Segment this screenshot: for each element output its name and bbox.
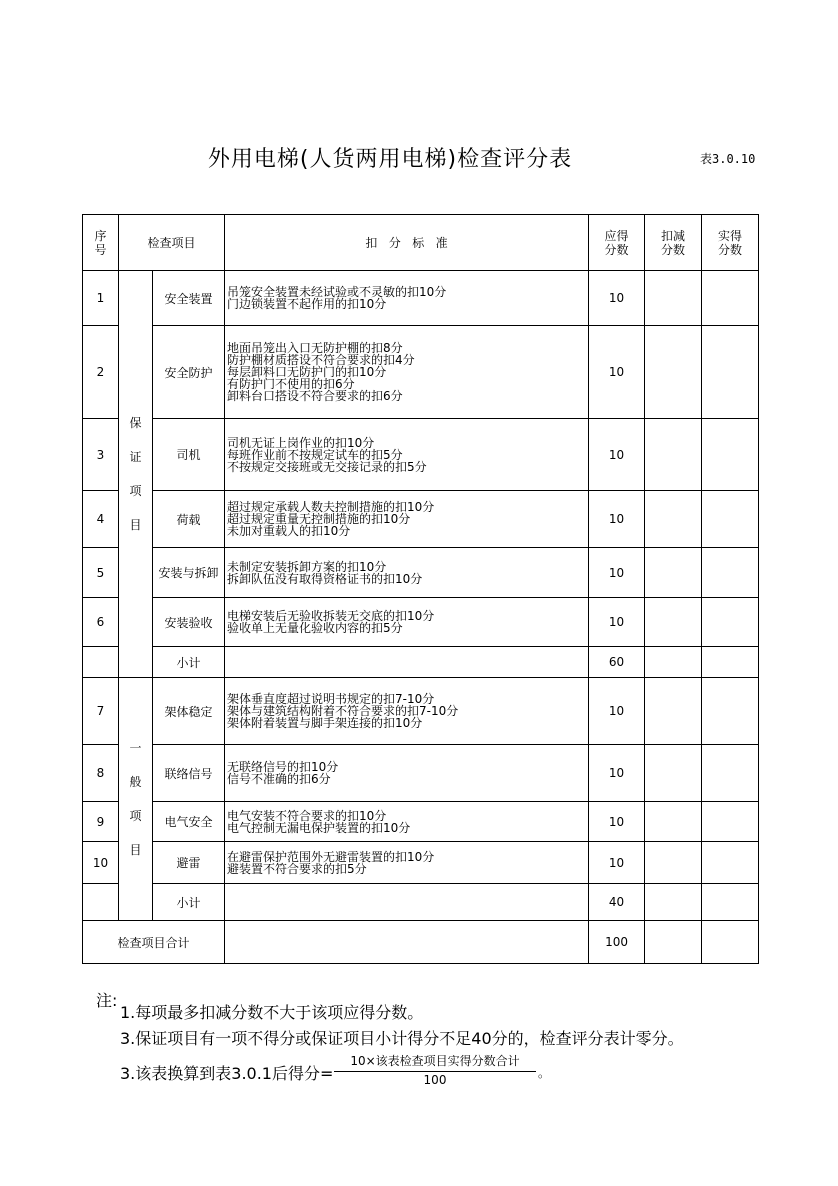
item-name: 司机 [153,419,225,491]
actual-score-cell[interactable] [702,678,759,745]
item-name: 电气安全 [153,802,225,842]
deduction-standard: 架体垂直度超过说明书规定的扣7-10分 架体与建筑结构附着不符合要求的扣7-10分 架体附着装置与脚手架连接的扣10分 [225,678,589,745]
header-deduct-score: 扣减 分数 [645,215,702,271]
table-row [83,326,759,419]
table-row [83,548,759,598]
actual-score-cell[interactable] [702,419,759,491]
table-header-row [83,215,759,271]
subtotal-score: 40 [589,884,645,921]
should-score: 10 [589,598,645,647]
deduct-score-cell[interactable] [645,271,702,326]
total-score: 100 [589,921,645,964]
deduction-standard: 未制定安装拆卸方案的扣10分 拆卸队伍没有取得资格证书的扣10分 [225,548,589,598]
deduction-standard-empty [225,647,589,678]
deduct-score-cell[interactable] [645,491,702,548]
table-row [83,678,759,745]
row-number: 3 [83,419,119,491]
header-actual-score: 实得 分数 [702,215,759,271]
deduct-score-cell[interactable] [645,802,702,842]
table-row [83,598,759,647]
row-number: 8 [83,745,119,802]
subtotal-row [83,647,759,678]
actual-score-cell[interactable] [702,745,759,802]
actual-score-cell[interactable] [702,884,759,921]
deduct-score-cell[interactable] [645,745,702,802]
deduction-standard-empty [225,921,589,964]
note-3: 3.该表换算到表3.0.1后得分= [120,1064,334,1083]
should-score: 10 [589,678,645,745]
note-2: 3.保证项目有一项不得分或保证项目小计得分不足40分的，检查评分表计零分。 [120,1029,684,1048]
table-row [83,802,759,842]
should-score: 10 [589,271,645,326]
should-score: 10 [589,802,645,842]
table-row [83,842,759,884]
deduction-standard-empty [225,884,589,921]
item-name: 安全防护 [153,326,225,419]
header-standard: 扣 分 标 准 [225,215,589,271]
header-should-score: 应得 分数 [589,215,645,271]
deduction-standard: 电梯安装后无验收拆装无交底的扣10分 验收单上无量化验收内容的扣5分 [225,598,589,647]
row-number-empty [83,884,119,921]
should-score: 10 [589,326,645,419]
item-name: 安全装置 [153,271,225,326]
deduct-score-cell[interactable] [645,884,702,921]
header-seq: 序 号 [83,215,119,271]
group-general: 一 般 项 目 [119,678,153,921]
deduction-standard: 电气安装不符合要求的扣10分 电气控制无漏电保护装置的扣10分 [225,802,589,842]
actual-score-cell[interactable] [702,842,759,884]
formula-numerator: 10×该表检查项目实得分数合计 [334,1052,536,1072]
actual-score-cell[interactable] [702,326,759,419]
should-score: 10 [589,419,645,491]
actual-score-cell[interactable] [702,802,759,842]
should-score: 10 [589,548,645,598]
deduction-standard: 超过规定承载人数夫控制措施的扣10分 超过规定重量无控制措施的扣10分 未加对重载人的扣10分 [225,491,589,548]
actual-score-cell[interactable] [702,647,759,678]
item-name: 避雷 [153,842,225,884]
row-number-empty [83,647,119,678]
actual-score-cell[interactable] [702,548,759,598]
row-number: 9 [83,802,119,842]
item-name: 安装验收 [153,598,225,647]
total-label: 检查项目合计 [83,921,225,964]
actual-score-cell[interactable] [702,491,759,548]
formula-end: 。 [538,1066,551,1080]
deduction-standard: 在避雷保护范围外无避雷装置的扣10分 避装置不符合要求的扣5分 [225,842,589,884]
subtotal-label: 小计 [153,647,225,678]
page-title: 外用电梯(人货两用电梯)检查评分表 [207,147,573,172]
deduction-standard: 司机无证上岗作业的扣10分 每班作业前不按规定试车的扣5分 不按规定交接班或无交接记录的扣5分 [225,419,589,491]
row-number: 4 [83,491,119,548]
subtotal-label: 小计 [153,884,225,921]
row-number: 6 [83,598,119,647]
deduction-standard: 地面吊笼出入口无防护棚的扣8分 防护棚材质搭设不符合要求的扣4分 每层卸料口无防护门的扣10分 有防护门不使用的扣6分 卸料台口搭设不符合要求的扣6分 [225,326,589,419]
deduct-score-cell[interactable] [645,647,702,678]
total-row [83,921,759,964]
row-number: 5 [83,548,119,598]
should-score: 10 [589,491,645,548]
notes-label: 注: [96,991,118,1010]
should-score: 10 [589,745,645,802]
deduction-standard: 吊笼安全装置未经试验或不灵敏的扣10分 门边锁装置不起作用的扣10分 [225,271,589,326]
actual-score-cell[interactable] [702,921,759,964]
formula-fraction [334,1052,536,1087]
header-item: 检查项目 [119,215,225,271]
row-number: 2 [83,326,119,419]
table-row [83,419,759,491]
row-number: 10 [83,842,119,884]
note-1: 1.每项最多扣减分数不大于该项应得分数。 [120,1003,424,1022]
deduct-score-cell[interactable] [645,548,702,598]
should-score: 10 [589,842,645,884]
group-guarantee: 保 证 项 目 [119,271,153,678]
actual-score-cell[interactable] [702,598,759,647]
table-row [83,271,759,326]
deduct-score-cell[interactable] [645,419,702,491]
table-row [83,491,759,548]
item-name: 联络信号 [153,745,225,802]
item-name: 架体稳定 [153,678,225,745]
deduct-score-cell[interactable] [645,326,702,419]
actual-score-cell[interactable] [702,271,759,326]
item-name: 安装与拆卸 [153,548,225,598]
subtotal-row [83,884,759,921]
subtotal-score: 60 [589,647,645,678]
table-row [83,745,759,802]
deduct-score-cell[interactable] [645,678,702,745]
score-table [82,214,759,964]
deduction-standard: 无联络信号的扣10分 信号不准确的扣6分 [225,745,589,802]
deduct-score-cell[interactable] [645,598,702,647]
deduct-score-cell[interactable] [645,842,702,884]
deduct-score-cell[interactable] [645,921,702,964]
formula-denominator: 100 [423,1073,447,1087]
item-name: 荷载 [153,491,225,548]
table-number: 表3.0.10 [700,152,756,166]
row-number: 7 [83,678,119,745]
row-number: 1 [83,271,119,326]
